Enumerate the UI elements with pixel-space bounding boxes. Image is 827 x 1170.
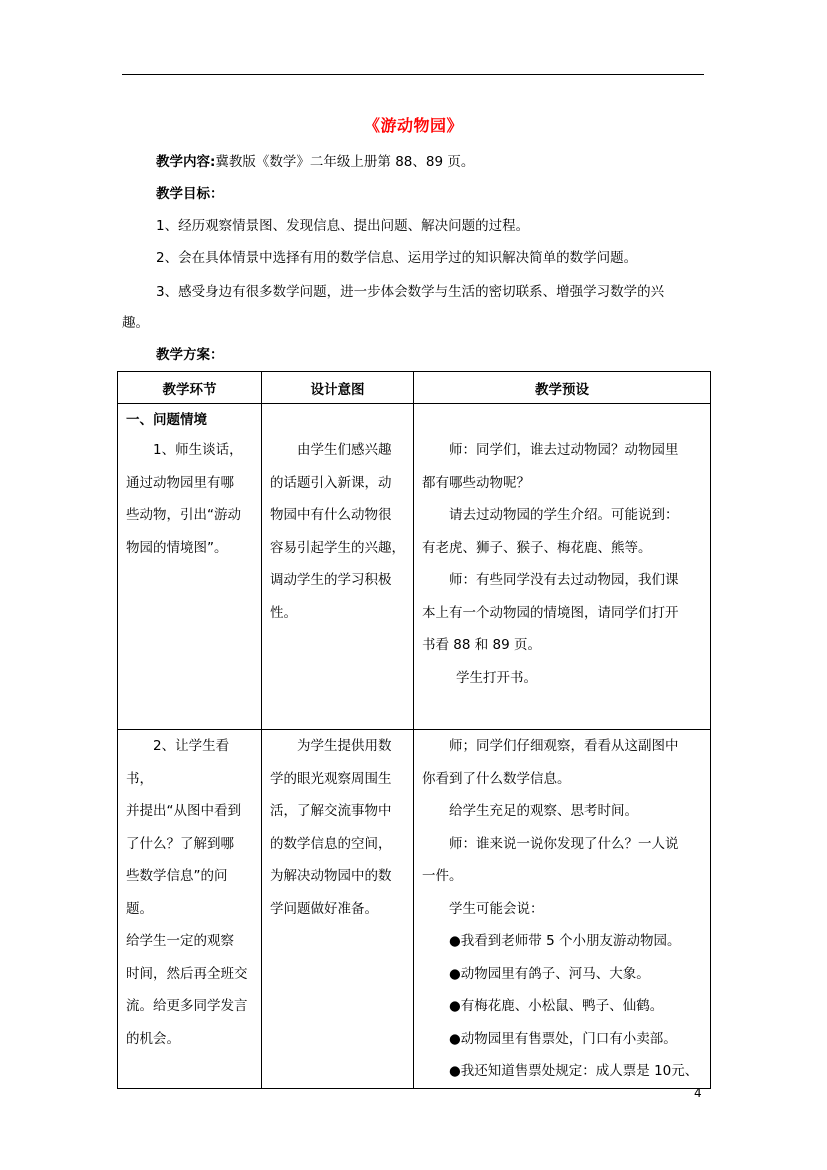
- row2-preset-line: 师：谁来说一说你发现了什么？一人说: [449, 835, 679, 852]
- row1-preset-line: 学生打开书。: [456, 669, 537, 686]
- row2-intent-line: 为学生提供用数: [297, 738, 392, 754]
- row2-stage-line: 的机会。: [126, 1030, 180, 1047]
- row2-intent-line: 学问题做好准备。: [270, 900, 378, 917]
- row1-preset-line: 有老虎、狮子、猴子、梅花鹿、熊等。: [422, 539, 652, 556]
- header-intent: 设计意图: [262, 372, 414, 404]
- table-header-row: [118, 372, 711, 404]
- content-label: 教学内容:: [156, 154, 216, 170]
- row1-intent-cell: [262, 404, 414, 730]
- row1-intent-line: 物园中有什么动物很: [270, 507, 392, 523]
- row1-preset-line: 师：有些同学没有去过动物园，我们课: [449, 572, 679, 588]
- row2-preset-line: 给学生充足的观察、思考时间。: [449, 803, 638, 819]
- row1-preset-line: 本上有一个动物园的情境图，请同学们打开: [422, 604, 679, 621]
- header-rule: [122, 74, 704, 75]
- row2-preset-line: ●动物园里有售票处，门口有小卖部。: [449, 1030, 677, 1047]
- row2-preset-line: ●动物园里有鸽子、河马、大象。: [449, 965, 650, 982]
- table-row: [118, 404, 711, 730]
- row2-intent-line: 活，了解交流事物中: [270, 803, 392, 819]
- row1-intent-line: 由学生们感兴趣: [297, 442, 392, 458]
- goal-1: 1、经历观察情景图、发现信息、提出问题、解决问题的过程。: [156, 218, 530, 234]
- row1-preset-line: 师：同学们，谁去过动物园？动物园里: [449, 442, 679, 458]
- row2-preset-line: 学生可能会说：: [449, 900, 544, 917]
- header-preset: 教学预设: [414, 372, 711, 404]
- row2-preset-line: 你看到了什么数学信息。: [422, 770, 571, 787]
- row1-intent-line: 性。: [270, 604, 297, 621]
- row1-stage-heading: 一、问题情境: [126, 412, 207, 428]
- row2-stage-cell: [118, 730, 262, 1089]
- row1-preset-line: 书看 88 和 89 页。: [422, 637, 542, 653]
- row2-preset-line: 师；同学们仔细观察，看看从这副图中: [449, 738, 679, 754]
- row1-stage-cell: [118, 404, 262, 730]
- goal-3-cont: 趣。: [122, 315, 149, 331]
- row1-stage-line: 1、师生谈话，: [153, 442, 243, 458]
- row1-stage-line: 通过动物园里有哪: [126, 474, 234, 491]
- content-value: 冀教版《数学》二年级上册第 88、89 页。: [215, 154, 475, 170]
- row2-preset-cell: [414, 730, 711, 1089]
- row2-stage-line: 并提出“从图中看到: [126, 803, 241, 819]
- row2-intent-line: 学的眼光观察周围生: [270, 770, 392, 787]
- goals-label: 教学目标：: [156, 186, 224, 202]
- goal-2: 2、会在具体情景中选择有用的数学信息、运用学过的知识解决简单的数学问题。: [156, 250, 638, 266]
- row2-stage-line: 2、让学生看书，: [126, 738, 230, 787]
- header-stage: 教学环节: [118, 372, 262, 404]
- plan-table: [117, 371, 711, 1089]
- row2-stage-line: 给学生一定的观察: [126, 933, 234, 949]
- row1-preset-cell: [414, 404, 711, 730]
- row2-preset-line: ●有梅花鹿、小松鼠、鸭子、仙鹤。: [449, 998, 664, 1014]
- table-row: [118, 730, 711, 1089]
- row2-intent-line: 的数学信息的空间，: [270, 835, 392, 852]
- row2-intent-line: 为解决动物园中的数: [270, 868, 392, 884]
- row1-preset-line: 请去过动物园的学生介绍。可能说到：: [449, 507, 679, 523]
- row1-stage-line: 些动物，引出“游动: [126, 507, 241, 523]
- row2-preset-line: ●我还知道售票处规定：成人票是 10元、: [449, 1063, 699, 1079]
- row2-preset-line: 一件。: [422, 868, 463, 884]
- row2-stage-line: 时间，然后再全班交: [126, 965, 248, 982]
- row1-preset-line: 都有哪些动物呢？: [422, 474, 530, 491]
- page-number: 4: [694, 1086, 702, 1100]
- row2-preset-line: ●我看到老师带 5 个小朋友游动物园。: [449, 933, 681, 949]
- plan-label: 教学方案：: [156, 347, 224, 363]
- row1-intent-line: 调动学生的学习积极: [270, 572, 392, 588]
- row2-stage-line: 了什么？了解到哪: [126, 835, 234, 852]
- goal-3: 3、感受身边有很多数学问题，进一步体会数学与生活的密切联系、增强学习数学的兴: [156, 284, 665, 300]
- row1-stage-line: 物园的情境图”。: [126, 539, 228, 556]
- row2-stage-line: 些数学信息”的问题。: [126, 868, 228, 917]
- page-title: 《游动物园》: [363, 116, 463, 135]
- row2-intent-cell: [262, 730, 414, 1089]
- row1-intent-line: 的话题引入新课，动: [270, 474, 392, 491]
- row1-intent-line: 容易引起学生的兴趣，: [270, 539, 405, 556]
- content-line: [122, 152, 746, 172]
- row2-stage-line: 流。给更多同学发言: [126, 998, 248, 1014]
